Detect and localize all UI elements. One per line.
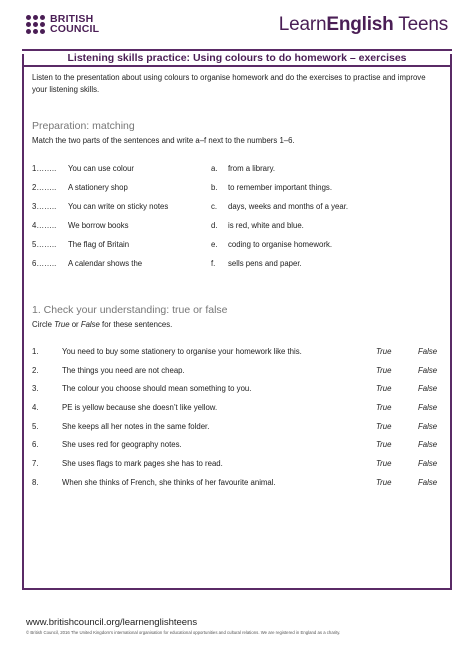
match-left-part: We borrow books bbox=[68, 221, 129, 230]
page-header bbox=[0, 0, 474, 52]
table-row bbox=[32, 216, 442, 235]
tf-statement: She keeps all her notes in the same folder. bbox=[62, 421, 210, 431]
match-left-part: A calendar shows the bbox=[68, 259, 143, 268]
true-option[interactable]: True bbox=[376, 384, 392, 394]
true-option[interactable]: True bbox=[376, 421, 392, 431]
match-number[interactable]: 3…….. bbox=[32, 202, 57, 211]
tf-statement: The things you need are not cheap. bbox=[62, 365, 185, 375]
tf-statement: She uses flags to mark pages she has to read. bbox=[62, 458, 223, 468]
table-row bbox=[32, 398, 442, 417]
tf-statement: You need to buy some stationery to organise your homework like this. bbox=[62, 346, 302, 356]
tf-statement: PE is yellow because she doesn’t like yellow. bbox=[62, 402, 218, 412]
tf-statement: She uses red for geography notes. bbox=[62, 440, 182, 450]
intro-text: Listen to the presentation about using colours to organise homework and do the exercises to practise and improve your listening skills. bbox=[32, 73, 426, 94]
check-instruction bbox=[32, 320, 442, 329]
match-right-part: sells pens and paper. bbox=[228, 259, 302, 268]
title-bar bbox=[22, 49, 452, 67]
match-right-part: is red, white and blue. bbox=[228, 221, 304, 230]
true-option[interactable]: True bbox=[376, 458, 392, 468]
match-letter: f. bbox=[211, 259, 216, 268]
false-option[interactable]: False bbox=[418, 402, 438, 412]
logo-line2: COUNCIL bbox=[50, 23, 100, 35]
tf-number: 2. bbox=[32, 365, 39, 375]
false-option[interactable]: False bbox=[418, 346, 438, 356]
false-option[interactable]: False bbox=[418, 384, 438, 394]
tf-number: 4. bbox=[32, 402, 39, 412]
tf-number: 8. bbox=[32, 477, 39, 487]
table-row bbox=[32, 342, 442, 361]
instr-false: False bbox=[80, 320, 100, 329]
tf-number: 7. bbox=[32, 458, 39, 468]
false-option[interactable]: False bbox=[418, 421, 438, 431]
footer-url-link[interactable]: www.britishcouncil.org/learnenglishteens bbox=[26, 617, 198, 628]
british-council-logo[interactable] bbox=[26, 14, 99, 34]
instr-post: for these sentences. bbox=[99, 320, 173, 329]
match-letter: a. bbox=[211, 164, 218, 173]
tf-number: 1. bbox=[32, 346, 39, 356]
brand-pre: Learn bbox=[278, 14, 327, 35]
footer-copyright: © British Council, 2016 The United Kingdom’s international organisation for educational opportunities and cultural relations. We are registered in England as a charity. bbox=[26, 630, 341, 635]
brand-post: Teens bbox=[393, 14, 448, 35]
match-left-part: The flag of Britain bbox=[68, 240, 130, 249]
match-left-part: A stationery shop bbox=[68, 183, 128, 192]
instr-true: True bbox=[54, 320, 70, 329]
matching-table bbox=[32, 159, 442, 273]
false-option[interactable]: False bbox=[418, 440, 438, 450]
instr-pre: Circle bbox=[32, 320, 55, 329]
instr-mid: or bbox=[69, 320, 81, 329]
table-row bbox=[32, 361, 442, 380]
match-number[interactable]: 6…….. bbox=[32, 259, 57, 268]
false-option[interactable]: False bbox=[418, 477, 438, 487]
preparation-instruction: Match the two parts of the sentences and write a–f next to the numbers 1–6. bbox=[32, 136, 295, 145]
tf-statement: When she thinks of French, she thinks of her favourite animal. bbox=[62, 477, 276, 487]
table-row bbox=[32, 473, 442, 492]
check-heading: 1. Check your understanding: true or false bbox=[32, 304, 228, 316]
true-option[interactable]: True bbox=[376, 346, 392, 356]
logo-dots-icon bbox=[26, 15, 45, 34]
tf-number: 3. bbox=[32, 384, 39, 394]
match-letter: e. bbox=[211, 240, 218, 249]
false-option[interactable]: False bbox=[418, 365, 438, 375]
match-right-part: to remember important things. bbox=[228, 183, 333, 192]
table-row bbox=[32, 178, 442, 197]
true-option[interactable]: True bbox=[376, 440, 392, 450]
match-number[interactable]: 2…….. bbox=[32, 183, 57, 192]
table-row bbox=[32, 435, 442, 454]
false-option[interactable]: False bbox=[418, 458, 438, 468]
true-option[interactable]: True bbox=[376, 365, 392, 375]
match-number[interactable]: 1…….. bbox=[32, 164, 57, 173]
true-option[interactable]: True bbox=[376, 477, 392, 487]
tf-statement: The colour you choose should mean something to you. bbox=[62, 384, 252, 394]
worksheet-content bbox=[32, 72, 442, 492]
page-title: Listening skills practice: Using colours to do homework – exercises bbox=[67, 52, 407, 64]
match-right-part: days, weeks and months of a year. bbox=[228, 202, 349, 211]
table-row bbox=[32, 379, 442, 398]
match-right-part: coding to organise homework. bbox=[228, 240, 333, 249]
match-number[interactable]: 4…….. bbox=[32, 221, 57, 230]
match-right-part: from a library. bbox=[228, 164, 276, 173]
tf-number: 6. bbox=[32, 440, 39, 450]
match-left-part: You can write on sticky notes bbox=[68, 202, 169, 211]
table-row bbox=[32, 235, 442, 254]
true-option[interactable]: True bbox=[376, 402, 392, 412]
table-row bbox=[32, 197, 442, 216]
preparation-heading: Preparation: matching bbox=[32, 120, 135, 132]
true-false-table bbox=[32, 342, 442, 492]
match-number[interactable]: 5…….. bbox=[32, 240, 57, 249]
logo-text bbox=[50, 14, 99, 34]
match-left-part: You can use colour bbox=[68, 164, 135, 173]
logo-line1: BRITISH bbox=[50, 13, 94, 25]
brand-bold: English bbox=[326, 14, 394, 35]
table-row bbox=[32, 417, 442, 436]
tf-number: 5. bbox=[32, 421, 39, 431]
table-row bbox=[32, 159, 442, 178]
match-letter: b. bbox=[211, 183, 218, 192]
learnenglish-teens-brand[interactable] bbox=[279, 14, 448, 36]
table-row bbox=[32, 454, 442, 473]
table-row bbox=[32, 254, 442, 273]
match-letter: d. bbox=[211, 221, 218, 230]
match-letter: c. bbox=[211, 202, 218, 211]
